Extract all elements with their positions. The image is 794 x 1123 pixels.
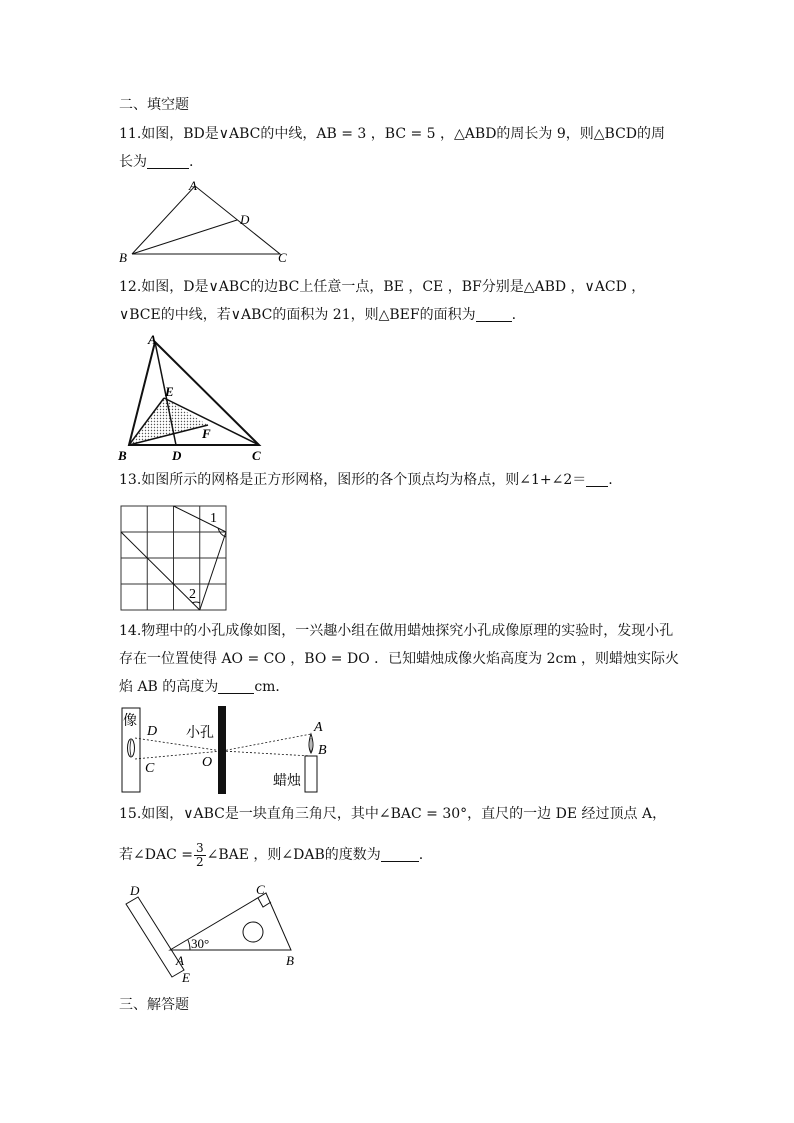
- q13-answer-blank[interactable]: [586, 472, 608, 487]
- q15-answer-blank[interactable]: [381, 847, 419, 862]
- q14-pinhole-figure: [118, 704, 343, 800]
- q14-label-c: C: [145, 761, 155, 776]
- q15-label-b: B: [286, 953, 294, 968]
- q12-label-d: D: [172, 448, 182, 463]
- q15-middle: ∠BAE ，则∠DAB的度数为: [206, 847, 381, 863]
- q13-prefix: 13.如图所示的网格是正方形网格，图形的各个顶点均为格点，则∠1+∠2＝: [119, 472, 587, 488]
- q13-angle-2-label: 2: [189, 587, 196, 602]
- q15-label-c: C: [256, 882, 265, 897]
- section-heading-fill-in: 二、填空题: [119, 97, 189, 113]
- q15-angle-label: 30°: [191, 936, 210, 951]
- q14-candle-label: 蜡烛: [273, 774, 301, 789]
- q11-suffix: .: [189, 154, 194, 170]
- q12-text-line2: [119, 305, 516, 325]
- q11-answer-blank[interactable]: [147, 154, 189, 169]
- q15-label-a: A: [176, 953, 184, 968]
- q15-suffix: .: [418, 847, 424, 863]
- q15-fraction: [194, 842, 206, 869]
- q13-angle-1-label: 1: [210, 511, 217, 526]
- q14-hole-label: 小孔: [186, 726, 214, 741]
- q15-label-e: E: [182, 970, 190, 985]
- q11-text-line1: 11.如图，BD是∨ABC的中线，AB = 3 ，BC = 5 ，△ABD的周长为 9，则△BCD的周: [119, 126, 666, 142]
- q12-label-e: E: [165, 384, 174, 399]
- q12-prefix: ∨BCE的中线，若∨ABC的面积为 21，则△BEF的面积为: [119, 307, 476, 323]
- q15-triangle-ruler-figure: [118, 880, 308, 994]
- q15-label-d: D: [130, 883, 140, 898]
- q13-grid-figure: [120, 505, 232, 619]
- q14-answer-blank[interactable]: [218, 679, 254, 694]
- q14-text-line3: [119, 677, 289, 697]
- q14-image-label: 像: [123, 714, 137, 729]
- q15-text-line1: 15.如图，∨ABC是一块直角三角尺，其中∠BAC = 30°，直尺的一边 DE 经过顶点 A，: [119, 806, 667, 822]
- q15-prefix: 若∠DAC =: [119, 847, 193, 863]
- q13-suffix: .: [608, 472, 613, 488]
- q12-answer-blank[interactable]: [476, 307, 512, 322]
- q15-fraction-numerator: 3: [195, 840, 204, 855]
- q12-label-b: B: [118, 448, 127, 463]
- q13-text-line1: [119, 470, 613, 490]
- q12-suffix: .: [511, 307, 517, 323]
- q11-text-line2: [119, 152, 193, 172]
- q12-triangle-figure: [114, 330, 274, 469]
- q11-triangle-figure: [115, 176, 295, 268]
- q12-text-line1: 12.如图，D是∨ABC的边BC上任意一点，BE ，CE ，BF分别是△ABD ，∨ACD ，: [119, 279, 646, 295]
- q14-label-b: B: [318, 743, 327, 758]
- q14-label-o: O: [202, 755, 213, 770]
- section-heading-answer: 三、解答题: [119, 997, 189, 1013]
- q14-label-d: D: [147, 724, 158, 739]
- q11-label-b: B: [119, 250, 127, 264]
- q14-text-line2: 存在一位置使得 AO = CO ，BO = DO ．已知蜡烛成像火焰高度为 2cm ，则蜡烛实际火: [119, 651, 680, 667]
- q14-text-line1: 14.物理中的小孔成像如图，一兴趣小组在做用蜡烛探究小孔成像原理的实验时，发现小孔: [119, 623, 674, 639]
- q15-fraction-denominator: 2: [195, 854, 204, 869]
- q14-suffix: cm．: [254, 679, 290, 695]
- q12-label-c: C: [252, 448, 261, 463]
- q11-label-a: A: [189, 178, 197, 193]
- q11-label-d: D: [240, 212, 250, 227]
- q11-label-c: C: [278, 250, 287, 264]
- q12-label-a: A: [148, 332, 157, 347]
- q14-prefix: 焰 AB 的高度为: [119, 679, 219, 695]
- q11-prefix: 长为: [119, 154, 147, 170]
- q15-text-line2: [119, 841, 423, 869]
- q12-label-f: F: [202, 426, 211, 441]
- q14-label-a: A: [314, 720, 323, 735]
